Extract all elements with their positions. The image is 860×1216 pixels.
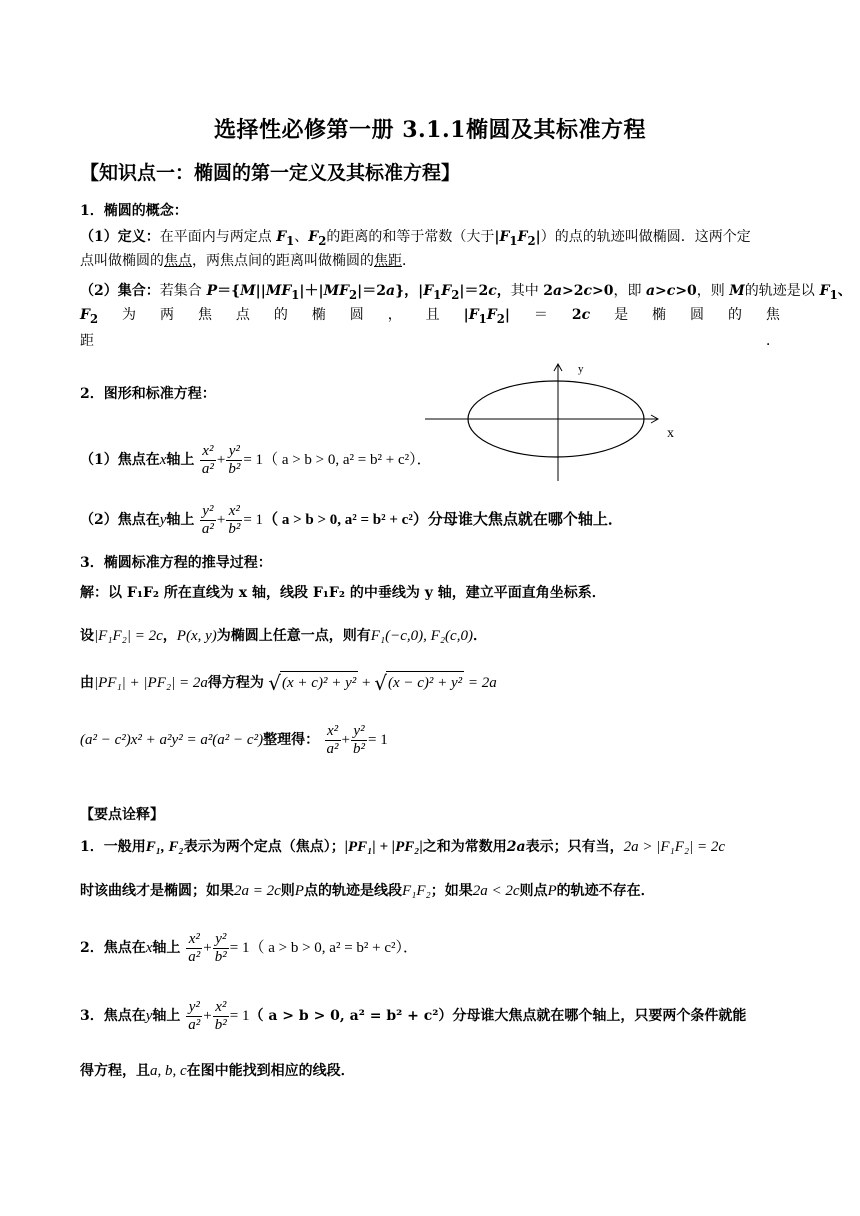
focal-distance-term: 焦距: [374, 253, 402, 269]
page-title: 选择性必修第一册 3.1.1椭圆及其标准方程: [214, 117, 646, 143]
derivation-line-4: (a² − c²)x² + a²y² = a²(a² − c²)整理得： $\frac{\text{x²}}{\text{a²}}$ + $\frac{\text{y²}}{\text{b²}}$ = 1: [80, 722, 388, 757]
equation-x-axis: （1）焦点在x轴上 $\frac{\text{x²}}{\text{a²}}$ + $\frac{\text{y²}}{\text{b²}}$ = 1（ a > b > 0, a² = b² + c²）．: [80, 442, 432, 477]
key-point-1-line-1: 1．一般用F₁, F₂表示为两个定点（焦点）；|PF₁| + |PF₂|之和为常数用2a表示；只有当，2a > |F₁F₂| = 2c: [80, 839, 725, 855]
derivation-line-1: 解：以 F₁F₂ 所在直线为 x 轴，线段 F₁F₂ 的中垂线为 y 轴，建立平面直角坐标系．: [80, 585, 606, 601]
ellipse-diagram: [420, 358, 690, 484]
set-line-2: $F_2$ 为 两 焦 点 的 椭 圆 ， 且 $|F_1F_2|$ ＝ 2c 是 椭 圆 的 焦: [80, 307, 780, 326]
derivation-heading: 3．椭圆标准方程的推导过程：: [80, 555, 272, 571]
focus-term: 焦点: [164, 253, 192, 269]
concept-heading: 1．椭圆的概念：: [80, 203, 188, 219]
derivation-line-3: 由|PF₁| + |PF₂| = 2a得方程为 √(x + c)² + y² + √(x − c)² + y² = 2a: [80, 671, 497, 695]
y-axis-label: y: [578, 363, 584, 375]
key-point-1-line-2: 时该曲线才是椭圆；如果2a = 2c则P点的轨迹是线段F₁F₂；如果2a < 2c则点P的轨迹不存在．: [80, 883, 655, 899]
key-point-2: 2．焦点在x轴上 $\frac{\text{x²}}{\text{a²}}$ + $\frac{\text{y²}}{\text{b²}}$ = 1（ a > b > 0, a² = b² + c²）．: [80, 930, 419, 965]
definition-line-2: 点叫做椭圆的焦点，两焦点间的距离叫做椭圆的焦距．: [80, 253, 416, 269]
key-point-3-line-1: 3．焦点在y轴上 $\frac{\text{y²}}{\text{a²}}$ + $\frac{\text{x²}}{\text{b²}}$ = 1（ a > b > 0, a² = b² + c²）分母谁大焦点就在哪个轴上，只要两个条件就能: [80, 998, 747, 1033]
set-line-3: 距 ．: [80, 333, 780, 349]
key-points-heading: 【要点诠释】: [80, 807, 164, 823]
equation-y-axis: （2）焦点在y轴上 $\frac{\text{y²}}{\text{a²}}$ + $\frac{\text{x²}}{\text{b²}}$ = 1（ a > b > 0, a² = b² + c²）分母谁大焦点就在哪个轴上．: [80, 502, 623, 537]
definition-line-1: （1）定义：在平面内与两定点 $F_1$、$F_2$的距离的和等于常数（大于$|F_1F_2|$）的点的轨迹叫做椭圆．这两个定: [80, 229, 751, 248]
section-header: 【知识点一：椭圆的第一定义及其标准方程】: [80, 162, 461, 184]
set-line-1: （2）集合：若集合 $P=\{M||MF_1|+|MF_2|=2a\}$，$|F_1F_2|=2c$，其中 2a>2c>0，即 a>c>0，则 M的轨迹是以 $F_1$、: [80, 283, 852, 302]
x-axis-label: x: [667, 426, 674, 441]
graph-heading: 2．图形和标准方程：: [80, 386, 216, 402]
derivation-line-2: 设|F₁F₂| = 2c，P(x, y)为椭圆上任意一点，则有F₁(−c,0), F₂(c,0)．: [80, 628, 487, 644]
key-point-3-line-2: 得方程，且a, b, c在图中能找到相应的线段．: [80, 1063, 355, 1079]
